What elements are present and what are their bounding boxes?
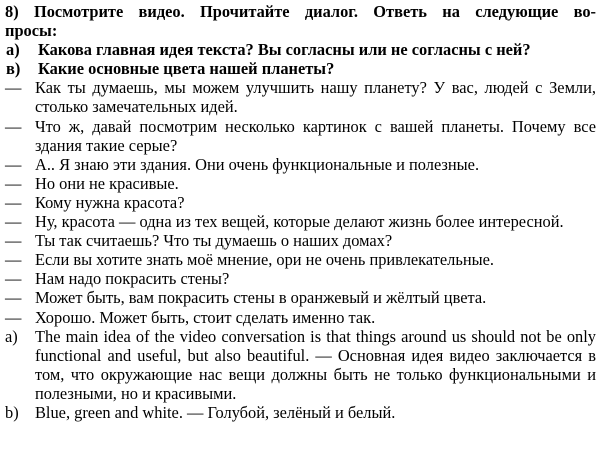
question-letter: а) [6, 40, 20, 60]
dialogue-text: Может быть, вам покрасить стены в оранжевый и жёлтый цвета. [35, 288, 487, 308]
dialogue-text: Но они не красивые. [35, 173, 179, 193]
dialogue-text: Если вы хотите знать моё мнение, ори не очень привлекательные. [35, 250, 494, 270]
question-b [5, 59, 596, 78]
dialogue-line [5, 308, 596, 327]
dialogue-dash: — [5, 173, 22, 193]
answer-a [5, 327, 596, 403]
dialogue-dash: — [5, 269, 22, 289]
dialogue-line [5, 117, 596, 155]
dialogue-text: А.. Я знаю эти здания. Они очень функциональные и полезные. [35, 154, 480, 174]
dialogue-line [5, 174, 596, 193]
question-text: Какова главная идея текста? Вы согласны или не согласны с ней? [38, 40, 531, 60]
answer-text: The main idea of the video conversation is that things around us should not be only functional and useful, but also beautiful. — Основная идея видео заключается в том, что окружающие нас вещи должны быть не только функциональными и полезными, но и красивыми. [35, 326, 596, 403]
dialogue-line [5, 78, 596, 116]
question-letter: в) [6, 59, 21, 79]
dialogue-text: Нам надо покрасить стены? [35, 269, 230, 289]
question-a [5, 40, 596, 59]
question-text: Какие основные цвета нашей планеты? [38, 59, 335, 79]
dialogue-line [5, 193, 596, 212]
dialogue-text: Что ж, давай посмотрим несколько картинок с вашей планеты. Почему все здания такие серые? [35, 116, 596, 155]
answer-b [5, 403, 596, 422]
dialogue-dash: — [5, 288, 22, 308]
answer-letter: a) [5, 326, 18, 346]
dialogue-line [5, 250, 596, 269]
dialogue-dash: — [5, 231, 22, 251]
dialogue-line [5, 288, 596, 307]
dialogue-dash: — [5, 192, 22, 212]
dialogue-line [5, 231, 596, 250]
dialogue-line [5, 269, 596, 288]
task-heading: 8) Посмотрите видео. Прочитайте диалог. Ответь на следующие во- [5, 2, 596, 21]
dialogue-text: Кому нужна красота? [35, 192, 185, 212]
dialogue-line [5, 212, 596, 231]
task-heading-continued: просы: [5, 21, 58, 41]
dialogue-line [5, 155, 596, 174]
answer-text: Blue, green and white. — Голубой, зелёный и белый. [35, 402, 396, 422]
dialogue-dash: — [5, 212, 22, 232]
dialogue [5, 78, 596, 326]
dialogue-dash: — [5, 250, 22, 270]
dialogue-text: Ну, красота — одна из тех вещей, которые делают жизнь более интересной. [35, 212, 564, 232]
answer-letter: b) [5, 402, 19, 422]
dialogue-text: Хорошо. Может быть, стоит сделать именно так. [35, 307, 376, 327]
dialogue-text: Ты так считаешь? Что ты думаешь о наших домах? [35, 231, 393, 251]
dialogue-dash: — [5, 116, 22, 136]
dialogue-dash: — [5, 78, 22, 98]
dialogue-text: Как ты думаешь, мы можем улучшить нашу планету? У вас, людей с Земли, столько замечательных идей. [35, 78, 596, 117]
dialogue-dash: — [5, 154, 22, 174]
dialogue-dash: — [5, 307, 22, 327]
